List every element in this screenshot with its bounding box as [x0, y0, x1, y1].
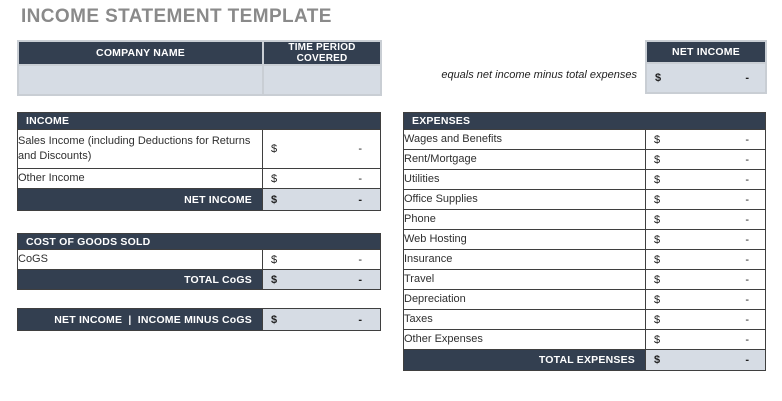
currency-symbol: $ — [654, 313, 661, 326]
cogs-row — [18, 250, 381, 270]
amount-value: - — [745, 354, 749, 366]
net-income-footer-amount-cell[interactable] — [263, 189, 381, 211]
expense-label: Insurance — [404, 250, 646, 270]
net-income-note: equals net income minus total expenses — [441, 69, 637, 81]
amount-value: - — [745, 313, 749, 326]
amount-value: - — [358, 143, 363, 155]
currency-symbol: $ — [654, 173, 661, 186]
expenses-table — [403, 112, 766, 371]
expense-row — [404, 210, 766, 230]
currency-symbol: $ — [271, 143, 278, 155]
expenses-section-header: EXPENSES — [404, 113, 766, 130]
expenses-header-row — [404, 113, 766, 130]
total-cogs-label: TOTAL CoGS — [18, 270, 263, 290]
expense-label: Depreciation — [404, 290, 646, 310]
amount-value: - — [745, 213, 749, 226]
net-income-footer-row — [18, 189, 381, 211]
amount-value: - — [745, 333, 749, 346]
expense-label: Utilities — [404, 170, 646, 190]
expense-label: Web Hosting — [404, 230, 646, 250]
total-expenses-footer-row — [404, 350, 766, 371]
income-minus-cogs-label: NET INCOME | INCOME MINUS CoGS — [18, 309, 263, 331]
amount-value: - — [358, 193, 363, 206]
expense-row — [404, 230, 766, 250]
expense-row — [404, 270, 766, 290]
company-period-table — [17, 40, 382, 96]
expense-amount-cell[interactable] — [646, 250, 766, 270]
amount-value: - — [745, 153, 749, 166]
expense-row — [404, 130, 766, 150]
expense-label: Other Expenses — [404, 330, 646, 350]
net-income-box — [645, 40, 767, 94]
currency-symbol: $ — [654, 153, 661, 166]
expense-label: Office Supplies — [404, 190, 646, 210]
currency-symbol: $ — [654, 213, 661, 226]
net-income-amount-cell[interactable] — [646, 63, 766, 93]
total-cogs-amount-cell[interactable] — [263, 270, 381, 290]
expense-amount-cell[interactable] — [646, 190, 766, 210]
total-cogs-footer-row — [18, 270, 381, 290]
currency-symbol: $ — [655, 72, 662, 84]
currency-symbol: $ — [654, 273, 661, 286]
expense-row — [404, 250, 766, 270]
net-income-box-header: NET INCOME — [646, 41, 766, 63]
expense-row — [404, 150, 766, 170]
expense-row — [404, 170, 766, 190]
cogs-table — [17, 233, 381, 290]
amount-value: - — [745, 293, 749, 306]
amount-value: - — [745, 273, 749, 286]
income-amount-cell[interactable] — [263, 130, 381, 169]
amount-value: - — [745, 253, 749, 266]
cogs-section-header: COST OF GOODS SOLD — [18, 234, 381, 250]
expense-label: Travel — [404, 270, 646, 290]
income-row-label: Sales Income (including Deductions for Returns and Discounts) — [18, 130, 263, 169]
currency-symbol: $ — [654, 354, 661, 366]
expense-row — [404, 330, 766, 350]
expense-amount-cell[interactable] — [646, 330, 766, 350]
income-minus-cogs-row — [17, 308, 381, 331]
net-income-amount: - — [745, 72, 749, 84]
income-minus-cogs-amount-cell[interactable] — [263, 309, 381, 331]
currency-symbol: $ — [654, 233, 661, 246]
income-row-label: Other Income — [18, 169, 263, 189]
expense-amount-cell[interactable] — [646, 270, 766, 290]
currency-symbol: $ — [271, 273, 278, 286]
expense-row — [404, 190, 766, 210]
company-name-cell[interactable] — [18, 65, 263, 95]
income-row — [18, 130, 381, 169]
income-section-header: INCOME — [18, 113, 381, 130]
amount-value: - — [745, 133, 749, 146]
company-period-input-row — [18, 65, 381, 95]
currency-symbol: $ — [271, 193, 278, 206]
currency-symbol: $ — [654, 193, 661, 206]
currency-symbol: $ — [271, 253, 278, 266]
amount-value: - — [745, 233, 749, 246]
currency-symbol: $ — [271, 313, 278, 326]
expense-amount-cell[interactable] — [646, 150, 766, 170]
expense-row — [404, 290, 766, 310]
expense-label: Rent/Mortgage — [404, 150, 646, 170]
expense-amount-cell[interactable] — [646, 210, 766, 230]
net-income-box-value-row — [646, 63, 766, 93]
income-header-row — [18, 113, 381, 130]
page-title: INCOME STATEMENT TEMPLATE — [21, 6, 332, 27]
company-period-header-row — [18, 41, 381, 65]
cogs-header-row — [18, 234, 381, 250]
expense-label: Phone — [404, 210, 646, 230]
expense-amount-cell[interactable] — [646, 290, 766, 310]
amount-value: - — [745, 193, 749, 206]
currency-symbol: $ — [271, 172, 278, 185]
amount-value: - — [745, 173, 749, 186]
time-period-cell[interactable] — [263, 65, 381, 95]
expense-label: Taxes — [404, 310, 646, 330]
cogs-amount-cell[interactable] — [263, 250, 381, 270]
net-income-box-header-row — [646, 41, 766, 63]
total-expenses-amount-cell[interactable] — [646, 350, 766, 371]
currency-symbol: $ — [654, 293, 661, 306]
amount-value: - — [358, 253, 363, 266]
currency-symbol: $ — [654, 333, 661, 346]
expense-amount-cell[interactable] — [646, 230, 766, 250]
expense-label: Wages and Benefits — [404, 130, 646, 150]
income-table — [17, 112, 381, 211]
expense-amount-cell[interactable] — [646, 310, 766, 330]
amount-value: - — [358, 313, 362, 326]
total-expenses-label: TOTAL EXPENSES — [404, 350, 646, 371]
income-row — [18, 169, 381, 189]
company-name-header: COMPANY NAME — [18, 41, 263, 65]
amount-value: - — [358, 172, 363, 185]
expense-amount-cell[interactable] — [646, 170, 766, 190]
expense-row — [404, 310, 766, 330]
cogs-row-label: CoGS — [18, 250, 263, 270]
expense-amount-cell[interactable] — [646, 130, 766, 150]
net-income-footer-label: NET INCOME — [18, 189, 263, 211]
income-amount-cell[interactable] — [263, 169, 381, 189]
amount-value: - — [358, 273, 363, 286]
currency-symbol: $ — [654, 133, 661, 146]
currency-symbol: $ — [654, 253, 661, 266]
time-period-header: TIME PERIOD COVERED — [263, 41, 381, 65]
